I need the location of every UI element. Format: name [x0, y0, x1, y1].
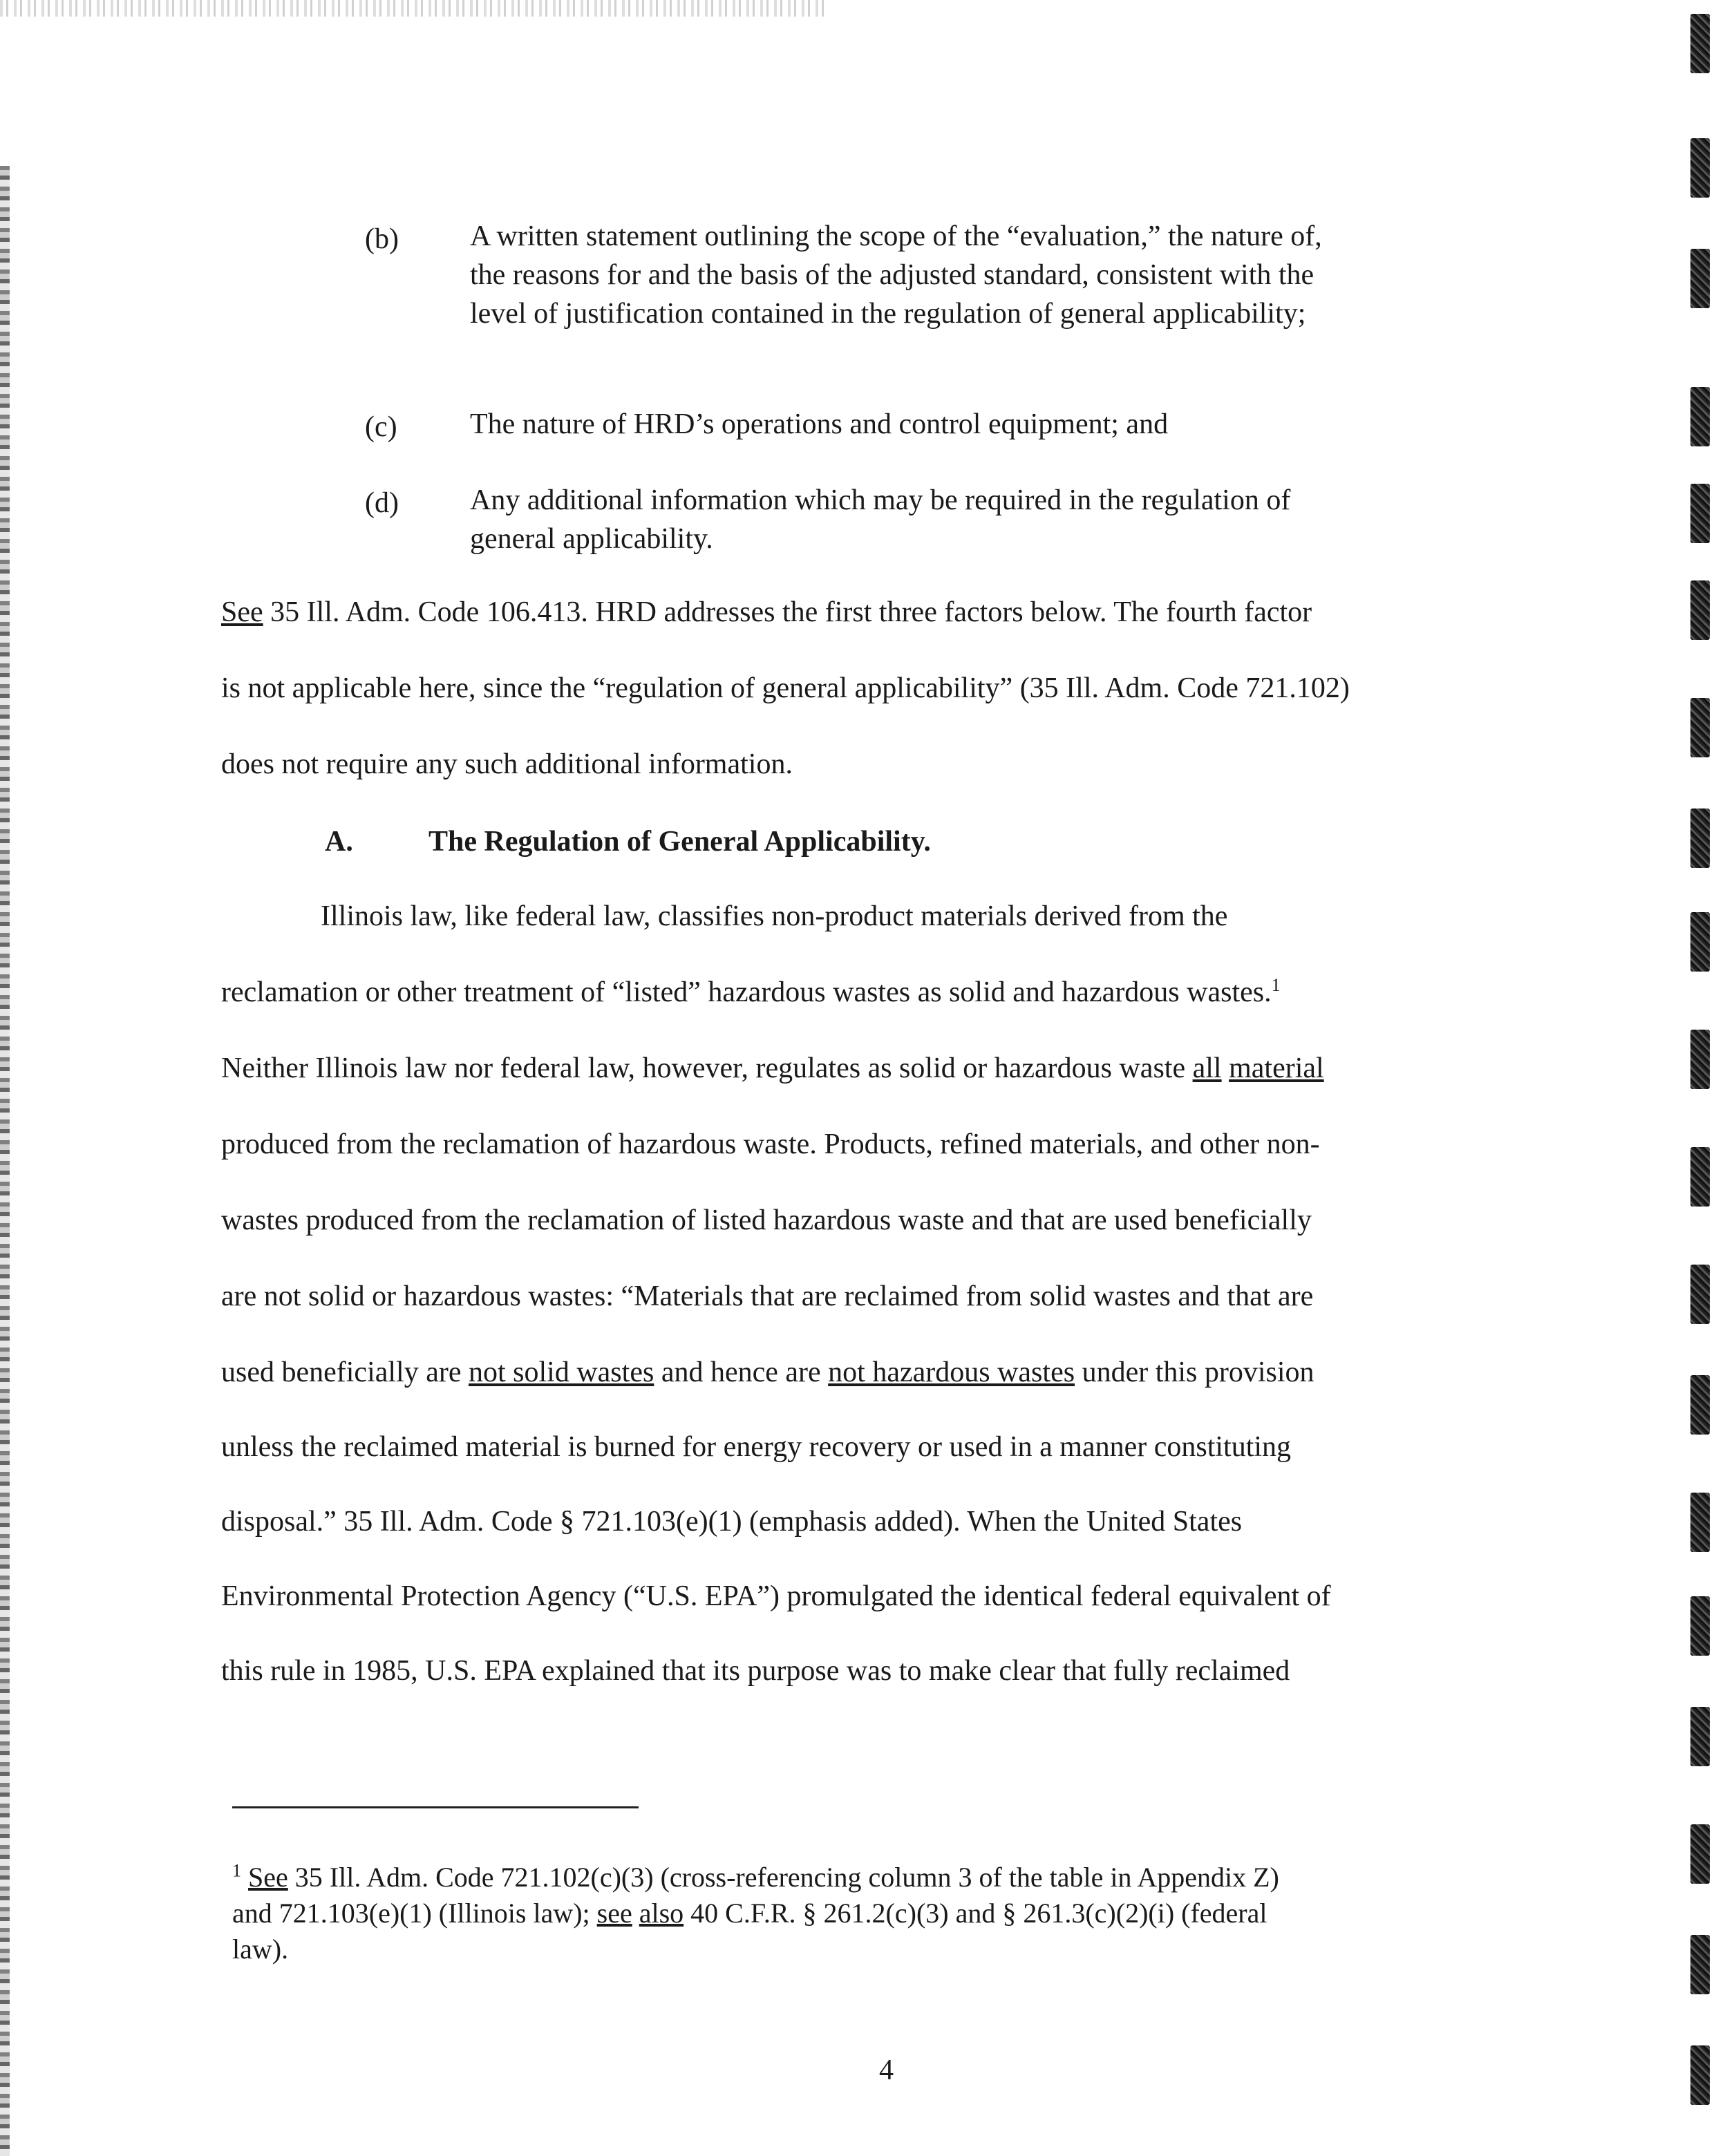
list-item-text: A written statement outlining the scope of the “evaluation,” the nature of, the reasons for and the basis of the adjusted standard, consistent with the level of justification contained in the regulation of general applicability;: [470, 220, 1322, 330]
punch-mark: [1690, 698, 1710, 757]
punch-mark: [1690, 808, 1710, 868]
footnote-line: $^1$ See 35 Ill. Adm. Code 721.102(c)(3) (cross-referencing column 3 of the table in Appendix Z): [232, 1860, 1279, 1893]
list-item-text: The nature of HRD’s operations and control equipment; and: [470, 408, 1169, 440]
punch-mark: [1690, 138, 1710, 198]
paragraph-line: does not require any such additional information.: [221, 748, 793, 780]
punch-mark: [1690, 1935, 1710, 1994]
punch-mark: [1690, 2045, 1710, 2105]
scan-edge-left: [0, 166, 10, 2156]
paragraph-line: used beneficially are not solid wastes and hence are not hazardous wastes under this provision: [221, 1356, 1314, 1388]
punch-mark: [1690, 249, 1710, 308]
paragraph-line: are not solid or hazardous wastes: “Materials that are reclaimed from solid wastes and that are: [221, 1280, 1314, 1312]
punch-mark: [1690, 1596, 1710, 1656]
punch-mark: [1690, 387, 1710, 446]
footnote-line: and 721.103(e)(1) (Illinois law); see also 40 C.F.R. § 261.2(c)(3) and § 261.3(c)(2)(i) (federal: [232, 1898, 1267, 1929]
paragraph-line: wastes produced from the reclamation of listed hazardous waste and that are used beneficially: [221, 1204, 1312, 1236]
paragraph-line: Environmental Protection Agency (“U.S. EPA”) promulgated the identical federal equivalent of: [221, 1580, 1331, 1612]
punch-mark: [1690, 1030, 1710, 1089]
punch-mark: [1690, 580, 1710, 640]
punch-mark: [1690, 484, 1710, 543]
punch-mark: [1690, 1824, 1710, 1884]
punch-mark: [1690, 912, 1710, 972]
footnote-reference: 1: [1271, 975, 1281, 995]
punch-mark: [1690, 14, 1710, 73]
punch-mark: [1690, 1375, 1710, 1435]
paragraph-line: this rule in 1985, U.S. EPA explained that its purpose was to make clear that fully reclaimed: [221, 1655, 1290, 1687]
footnote-marker: 1: [232, 1860, 241, 1881]
list-item-label: (c): [365, 411, 397, 443]
paragraph-line: Illinois law, like federal law, classifies non-product materials derived from the: [321, 900, 1228, 932]
paragraph-line: Neither Illinois law nor federal law, however, regulates as solid or hazardous waste all material: [221, 1052, 1324, 1084]
scan-edge-top: [0, 0, 829, 17]
punch-mark: [1690, 1707, 1710, 1766]
binding-punch-strip: [1685, 0, 1725, 2156]
footnote-separator: [232, 1806, 639, 1808]
list-item-text: Any additional information which may be required in the regulation of general applicability.: [470, 484, 1291, 555]
paragraph-line: See 35 Ill. Adm. Code 106.413. HRD addresses the first three factors below. The fourth factor: [221, 596, 1312, 628]
paragraph-line: reclamation or other treatment of “listed” hazardous wastes as solid and hazardous wastes.$^1$: [221, 975, 1281, 1008]
paragraph-line: disposal.” 35 Ill. Adm. Code § 721.103(e)(1) (emphasis added). When the United States: [221, 1506, 1243, 1538]
page-number: 4: [879, 2054, 894, 2086]
list-item-label: (d): [365, 487, 399, 519]
punch-mark: [1690, 1493, 1710, 1552]
paragraph-line: unless the reclaimed material is burned for energy recovery or used in a manner constituting: [221, 1431, 1292, 1463]
section-title: The Regulation of General Applicability.: [428, 826, 931, 858]
punch-mark: [1690, 1147, 1710, 1207]
section-letter: A.: [325, 826, 353, 858]
paragraph-line: produced from the reclamation of hazardous waste. Products, refined materials, and other non-: [221, 1128, 1320, 1160]
list-item-label: (b): [365, 223, 399, 255]
see-signal: See: [221, 596, 263, 628]
paragraph-line: is not applicable here, since the “regulation of general applicability” (35 Ill. Adm. Code 721.102): [221, 672, 1350, 704]
punch-mark: [1690, 1265, 1710, 1324]
footnote-line: law).: [232, 1933, 289, 1965]
